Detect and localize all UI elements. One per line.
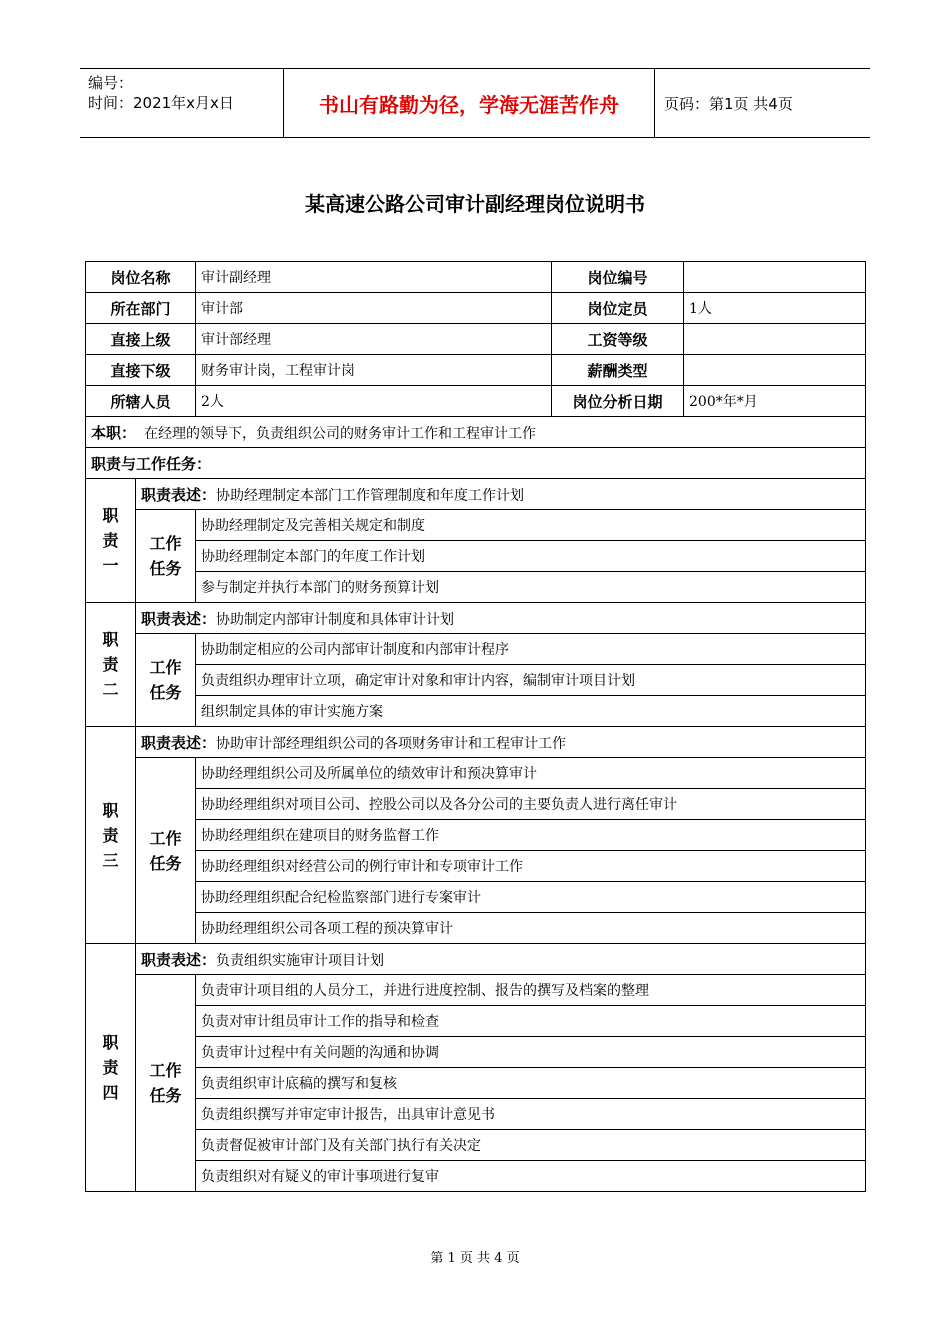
info-label: 岗位分析日期 [552, 386, 684, 417]
duty-desc-label: 职责表述： [141, 485, 217, 504]
info-label: 直接上级 [86, 324, 196, 355]
header-number: 编号： [88, 74, 134, 92]
task-row [86, 1068, 866, 1099]
work-task-label-line: 工作 [149, 828, 182, 848]
task-row [86, 975, 866, 1006]
duty-description [136, 727, 866, 758]
task-row [86, 1099, 866, 1130]
duty-desc-row [86, 944, 866, 975]
duty-name-char: 四 [102, 1083, 119, 1102]
info-row [86, 293, 866, 324]
task-row [86, 882, 866, 913]
info-row [86, 324, 866, 355]
info-value: 2人 [196, 386, 552, 417]
task-item: 负责组织办理审计立项，确定审计对象和审计内容，编制审计项目计划 [196, 665, 866, 696]
header-meta [88, 73, 283, 113]
task-item: 协助制定相应的公司内部审计制度和内部审计程序 [196, 634, 866, 665]
task-item: 协助经理组织在建项目的财务监督工作 [196, 820, 866, 851]
info-label: 岗位编号 [552, 262, 684, 293]
info-label: 直接下级 [86, 355, 196, 386]
info-value: 审计部经理 [196, 324, 552, 355]
duty-desc-text: 协助制定内部审计制度和具体审计计划 [216, 611, 455, 628]
job-description-table [85, 261, 866, 1192]
task-item: 负责审计过程中有关问题的沟通和协调 [196, 1037, 866, 1068]
task-item: 负责组织审计底稿的撰写和复核 [196, 1068, 866, 1099]
task-row [86, 510, 866, 541]
info-label: 工资等级 [552, 324, 684, 355]
task-row [86, 1130, 866, 1161]
info-label: 薪酬类型 [552, 355, 684, 386]
header-motto: 书山有路勤为径，学海无涯苦作舟 [283, 69, 655, 137]
info-label: 所辖人员 [86, 386, 196, 417]
work-task-label [136, 975, 196, 1192]
work-task-label-line: 工作 [149, 1061, 182, 1080]
work-task-label-line: 任务 [149, 559, 182, 578]
basic-duty-text: 在经理的领导下，负责组织公司的财务审计工作和工程审计工作 [144, 425, 537, 442]
task-item: 协助经理制定本部门的年度工作计划 [196, 541, 866, 572]
task-item: 组织制定具体的审计实施方案 [196, 696, 866, 727]
info-value: 财务审计岗，工程审计岗 [196, 355, 552, 386]
duty-desc-text: 协助经理制定本部门工作管理制度和年度工作计划 [216, 487, 525, 504]
info-label: 岗位定员 [552, 293, 684, 324]
work-task-label-line: 任务 [149, 853, 182, 873]
task-item: 协助经理组织配合纪检监察部门进行专案审计 [196, 882, 866, 913]
info-value: 200*年*月 [684, 386, 866, 417]
task-item: 负责对审计组员审计工作的指导和检查 [196, 1006, 866, 1037]
duty-name [86, 603, 136, 727]
duty-desc-label: 职责表述： [141, 609, 217, 628]
duty-name-char: 一 [102, 556, 119, 575]
duty-desc-text: 负责组织实施审计项目计划 [216, 952, 385, 969]
duties-header-label: 职责与工作任务： [91, 454, 212, 473]
work-task-label-line: 任务 [149, 1086, 182, 1105]
work-task-label [136, 758, 196, 944]
duty-name [86, 944, 136, 1192]
task-row [86, 913, 866, 944]
info-value: 审计部 [196, 293, 552, 324]
basic-duty-row [86, 417, 866, 448]
duty-name-char: 二 [102, 680, 119, 699]
duty-desc-row [86, 727, 866, 758]
info-value [684, 262, 866, 293]
duty-name-char: 责 [102, 1058, 119, 1077]
duty-desc-label: 职责表述： [141, 733, 217, 752]
task-item: 协助经理组织对项目公司、控股公司以及各分公司的主要负责人进行离任审计 [196, 789, 866, 820]
basic-duty-label: 本职： [91, 423, 137, 442]
duty-name-char: 责 [102, 825, 119, 845]
work-task-label-line: 工作 [149, 534, 182, 553]
task-row [86, 541, 866, 572]
task-row [86, 1037, 866, 1068]
duty-name-char: 责 [102, 655, 119, 674]
work-task-label [136, 634, 196, 727]
header-page: 页码：第1页 共4页 [664, 94, 793, 113]
duty-desc-row [86, 603, 866, 634]
duty-name-char: 三 [102, 850, 119, 870]
task-row [86, 696, 866, 727]
task-item: 协助经理制定及完善相关规定和制度 [196, 510, 866, 541]
info-row [86, 355, 866, 386]
task-item: 协助经理组织公司各项工程的预决算审计 [196, 913, 866, 944]
header-time: 时间：2021年x月x日 [88, 94, 234, 112]
info-label: 岗位名称 [86, 262, 196, 293]
duty-name-char: 责 [102, 531, 119, 550]
duty-name-char: 职 [102, 800, 119, 820]
duty-name [86, 727, 136, 944]
document-title: 某高速公路公司审计副经理岗位说明书 [305, 192, 645, 216]
task-item: 协助经理组织对经营公司的例行审计和专项审计工作 [196, 851, 866, 882]
duty-name [86, 479, 136, 603]
duty-description [136, 479, 866, 510]
task-row [86, 665, 866, 696]
info-label: 所在部门 [86, 293, 196, 324]
task-row [86, 1161, 866, 1192]
basic-duty [86, 417, 866, 448]
info-row [86, 386, 866, 417]
duty-desc-label: 职责表述： [141, 950, 217, 969]
info-row [86, 262, 866, 293]
work-task-label-line: 任务 [149, 683, 182, 702]
task-row [86, 820, 866, 851]
task-row [86, 634, 866, 665]
task-item: 负责组织撰写并审定审计报告，出具审计意见书 [196, 1099, 866, 1130]
work-task-label [136, 510, 196, 603]
task-item: 协助经理组织公司及所属单位的绩效审计和预决算审计 [196, 758, 866, 789]
duty-name-char: 职 [102, 506, 119, 525]
duty-description [136, 944, 866, 975]
task-item: 负责组织对有疑义的审计事项进行复审 [196, 1161, 866, 1192]
info-value: 审计副经理 [196, 262, 552, 293]
task-item: 负责审计项目组的人员分工，并进行进度控制、报告的撰写及档案的整理 [196, 975, 866, 1006]
task-row [86, 758, 866, 789]
task-item: 参与制定并执行本部门的财务预算计划 [196, 572, 866, 603]
duty-name-char: 职 [102, 630, 119, 649]
duty-description [136, 603, 866, 634]
duties-header [86, 448, 866, 479]
page-footer: 第 1 页 共 4 页 [430, 1251, 520, 1266]
task-row [86, 789, 866, 820]
info-value [684, 324, 866, 355]
task-row [86, 1006, 866, 1037]
duty-name-char: 职 [102, 1033, 119, 1052]
task-row [86, 851, 866, 882]
info-value [684, 355, 866, 386]
task-item: 负责督促被审计部门及有关部门执行有关决定 [196, 1130, 866, 1161]
page-header [80, 68, 870, 138]
task-row [86, 572, 866, 603]
info-value: 1人 [684, 293, 866, 324]
work-task-label-line: 工作 [149, 658, 182, 677]
duties-header-row [86, 448, 866, 479]
duty-desc-text: 协助审计部经理组织公司的各项财务审计和工程审计工作 [216, 735, 567, 752]
duty-desc-row [86, 479, 866, 510]
